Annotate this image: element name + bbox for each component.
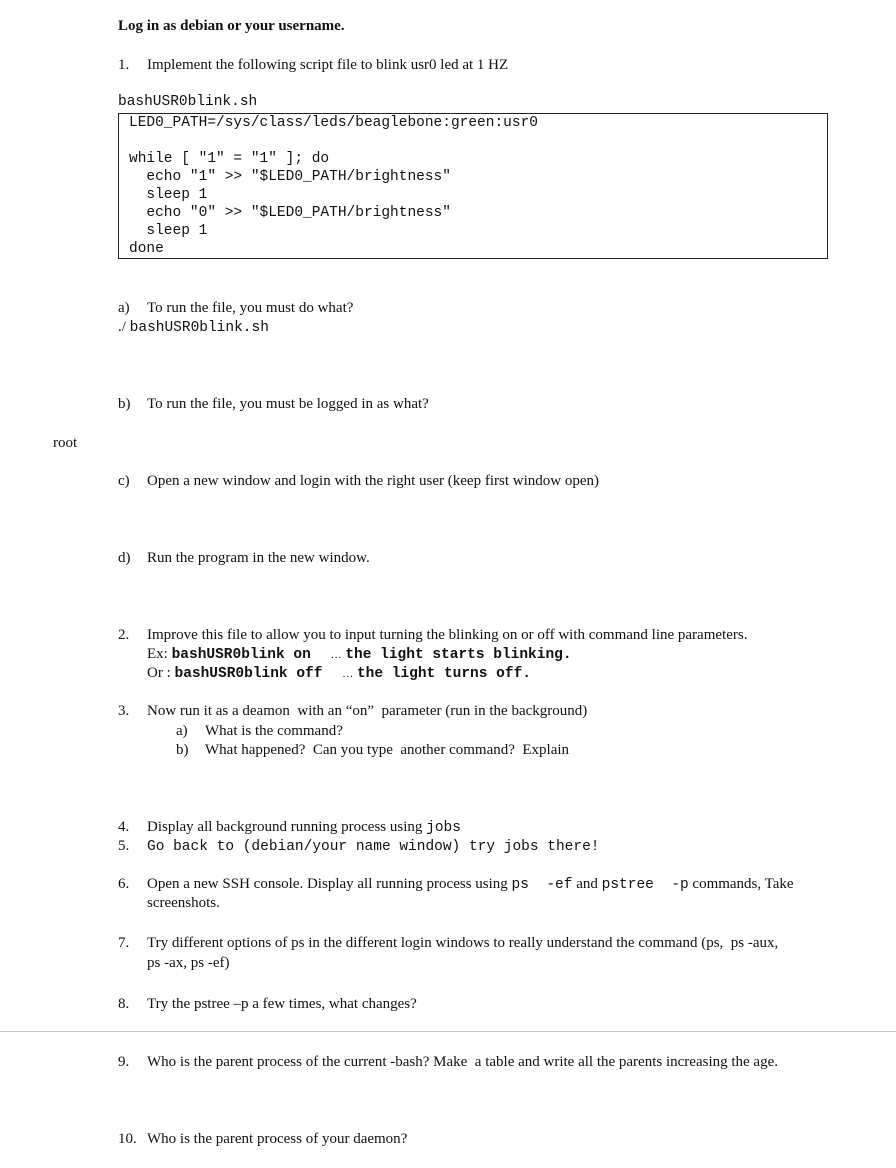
question-7 — [118, 934, 778, 952]
code-block — [118, 113, 828, 259]
question-9-text: Who is the parent process of the current -bash? Make a table and write all the parents increasing the age. — [147, 1054, 778, 1070]
question-1b-label: b) — [118, 396, 131, 412]
question-6-continuation: screenshots. — [147, 895, 220, 911]
question-4-text: Display all background running process using — [147, 819, 423, 835]
question-5 — [118, 837, 599, 856]
question-1-number: 1. — [118, 57, 130, 73]
question-7-number: 7. — [118, 935, 130, 951]
question-10-number: 10. — [118, 1131, 137, 1147]
question-3b-label: b) — [176, 742, 189, 758]
code-line: sleep 1 — [129, 223, 208, 239]
question-1a — [118, 299, 353, 317]
code-line: while [ "1" = "1" ]; do — [129, 151, 330, 167]
question-1d-label: d) — [118, 550, 131, 566]
page-heading: Log in as debian or your username. — [118, 18, 345, 34]
example-dots: … — [342, 668, 354, 680]
question-1b-text: To run the file, you must be logged in as what? — [147, 396, 429, 412]
question-3a-text: What is the command? — [205, 723, 343, 739]
question-2-number: 2. — [118, 627, 130, 643]
answer-1b: root — [53, 435, 78, 451]
answer-1a — [118, 318, 269, 337]
question-1c — [118, 472, 599, 490]
question-10-text: Who is the parent process of your daemon? — [147, 1131, 408, 1147]
question-6-text: Open a new SSH console. Display all running process using — [147, 876, 508, 892]
question-1d-text: Run the program in the new window. — [147, 550, 370, 566]
question-1b — [118, 395, 429, 413]
question-4 — [118, 818, 461, 837]
code-line: echo "0" >> "$LED0_PATH/brightness" — [129, 205, 451, 221]
question-3-text: Now run it as a deamon with an “on” parameter (run in the background) — [147, 703, 588, 719]
example-dots: … — [330, 649, 342, 661]
question-6 — [118, 875, 794, 894]
example-result-on: the light starts blinking. — [345, 647, 572, 663]
question-6-text-end: commands, Take — [692, 876, 794, 892]
question-7-text: Try different options of ps in the different login windows to really understand the command (ps, ps -aux, — [147, 935, 779, 951]
code-line: sleep 1 — [129, 187, 208, 203]
code-line: LED0_PATH=/sys/class/leds/beaglebone:green:usr0 — [129, 115, 538, 131]
example-prefix: Ex: — [147, 646, 168, 662]
question-1d — [118, 549, 370, 567]
question-3a-label: a) — [176, 723, 188, 739]
example-command-off: bashUSR0blink off — [174, 666, 323, 682]
question-3b-text: What happened? Can you type another command? Explain — [205, 742, 570, 758]
answer-1a-command: bashUSR0blink.sh — [129, 320, 269, 336]
question-1 — [118, 56, 508, 74]
question-1c-text: Open a new window and login with the right user (keep first window open) — [147, 473, 599, 489]
question-1-text: Implement the following script file to blink usr0 led at 1 HZ — [147, 57, 509, 73]
question-8 — [118, 995, 417, 1013]
question-9-number: 9. — [118, 1054, 130, 1070]
question-8-text: Try the pstree –p a few times, what changes? — [147, 996, 417, 1012]
example-or-prefix: Or : — [147, 665, 171, 681]
example-command-on: bashUSR0blink on — [171, 647, 311, 663]
question-2 — [118, 626, 747, 644]
question-1a-text: To run the file, you must do what? — [147, 300, 354, 316]
question-2-example-off — [147, 664, 531, 683]
script-filename: bashUSR0blink.sh — [118, 94, 258, 110]
question-10 — [118, 1130, 407, 1148]
question-4-number: 4. — [118, 819, 130, 835]
question-6-and: and — [576, 876, 598, 892]
question-2-text: Improve this file to allow you to input turning the blinking on or off with command line parameters. — [147, 627, 748, 643]
question-8-number: 8. — [118, 996, 130, 1012]
question-7-continuation: ps -ax, ps -ef) — [147, 955, 230, 971]
code-line: done — [129, 241, 164, 257]
question-6-command-ps: ps -ef — [511, 877, 573, 893]
example-result-off: the light turns off. — [356, 666, 531, 682]
question-3a — [176, 722, 343, 740]
question-1a-label: a) — [118, 300, 130, 316]
question-5-number: 5. — [118, 838, 130, 854]
question-9 — [118, 1053, 778, 1071]
question-3 — [118, 702, 587, 720]
question-1c-label: c) — [118, 473, 130, 489]
answer-1a-prefix: ./ — [118, 319, 126, 335]
question-4-command: jobs — [426, 820, 461, 836]
page-divider — [0, 1031, 896, 1032]
question-6-number: 6. — [118, 876, 130, 892]
question-6-command-pstree: pstree -p — [601, 877, 689, 893]
question-5-text: Go back to (debian/your name window) try jobs there! — [147, 839, 600, 855]
code-line: echo "1" >> "$LED0_PATH/brightness" — [129, 169, 451, 185]
question-2-example-on — [147, 645, 572, 664]
question-3b — [176, 741, 569, 759]
question-3-number: 3. — [118, 703, 130, 719]
